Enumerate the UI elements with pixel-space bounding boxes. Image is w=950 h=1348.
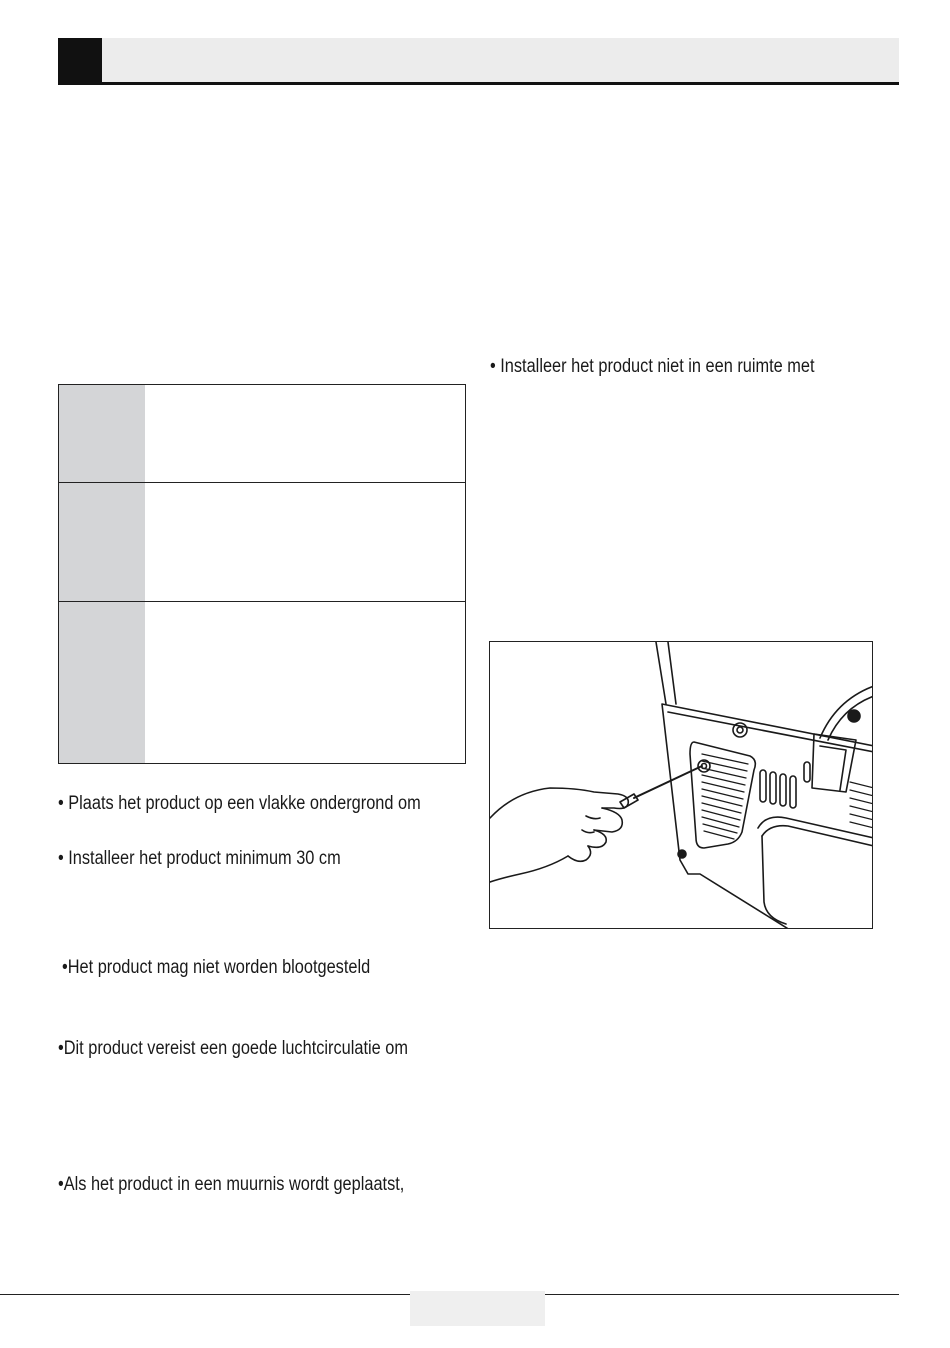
bullet-muurnis: •Als het product in een muurnis wordt geplaatst, [58, 1174, 405, 1195]
table-cell-class [59, 483, 145, 601]
table-cell-class [59, 385, 145, 482]
bullet-vlakke: • Plaats het product op een vlakke ondergrond om [58, 793, 421, 814]
refrigerator-back-illustration [490, 642, 873, 929]
table-cell-class [59, 602, 145, 763]
table-row [59, 385, 465, 482]
section-number-block [58, 38, 102, 82]
bullet-blootgesteld: •Het product mag niet worden blootgesteld [62, 957, 371, 978]
table-cell-description [145, 385, 465, 482]
table-cell-description [145, 483, 465, 601]
page-number-tab [410, 1291, 545, 1326]
screwdriver-illustration [489, 641, 873, 929]
table-row [59, 601, 465, 763]
bullet-minimum: • Installeer het product minimum 30 cm [58, 848, 341, 869]
climate-class-table [58, 384, 466, 764]
section-header-bar [58, 38, 899, 85]
bullet-ruimte: • Installeer het product niet in een ruimte met [490, 356, 815, 377]
table-cell-description [145, 602, 465, 763]
bullet-luchtcirculatie: •Dit product vereist een goede luchtcirculatie om [58, 1038, 408, 1059]
table-row [59, 482, 465, 601]
